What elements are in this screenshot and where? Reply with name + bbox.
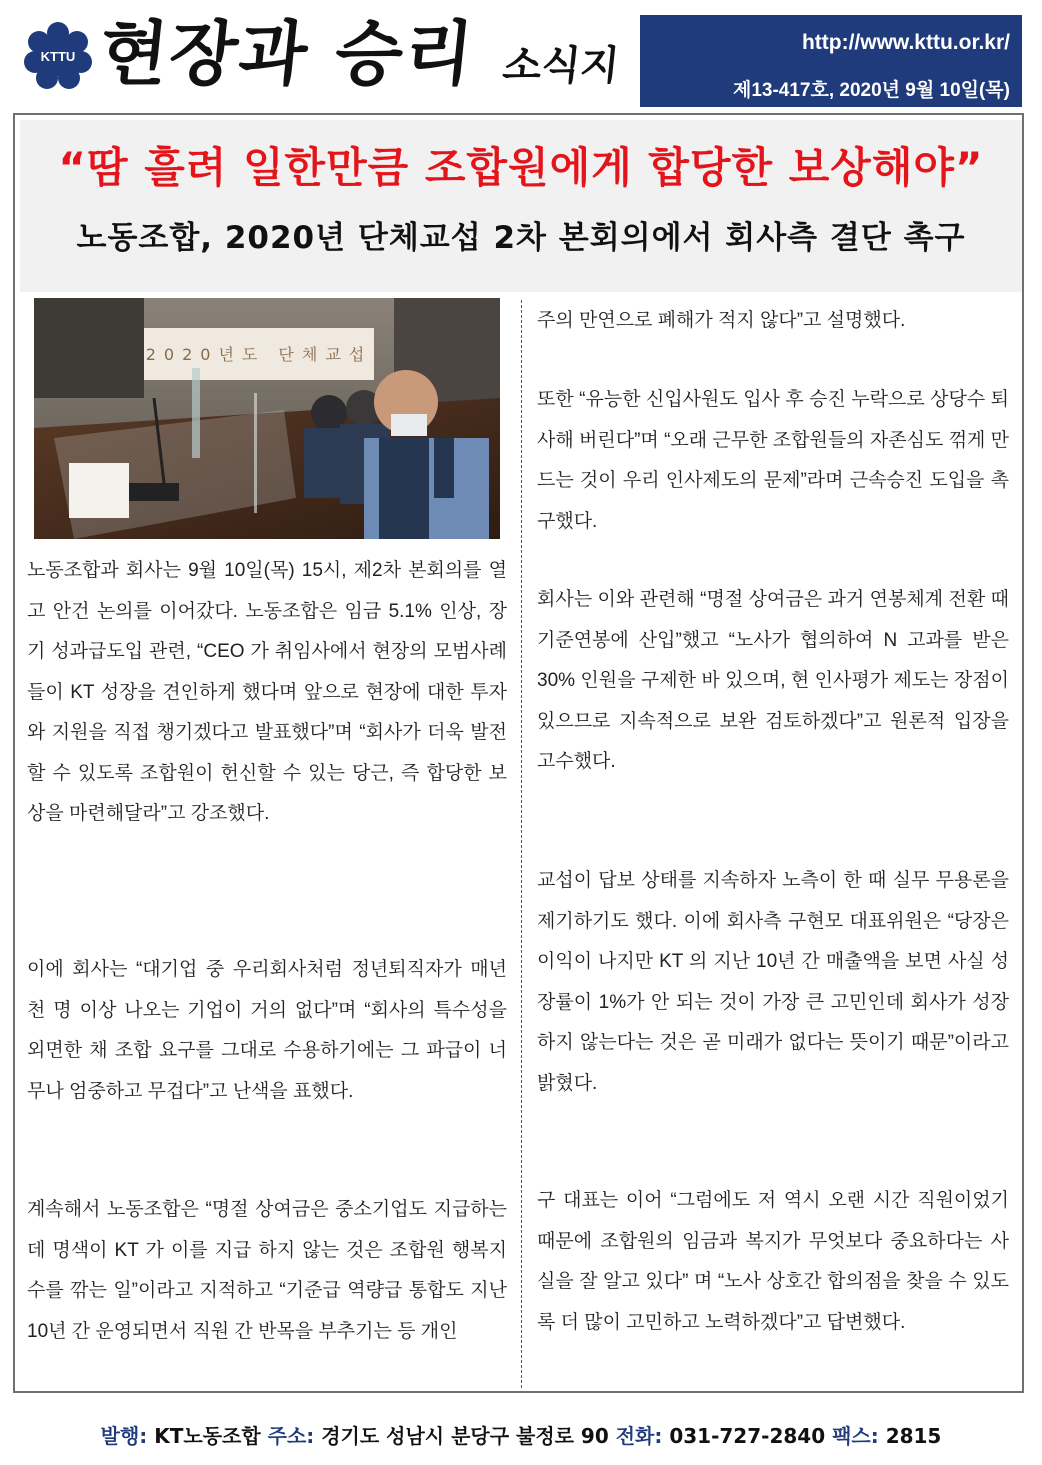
issue-number-date: 제13-417호, 2020년 9월 10일(목): [732, 80, 1010, 101]
logo-text: KTTU: [40, 49, 76, 64]
website-url[interactable]: http://www.kttu.or.kr/: [801, 31, 1010, 54]
phone-value: 031-727-2840: [669, 1424, 826, 1448]
bargaining-meeting-photo: [34, 298, 500, 539]
right-paragraph-1: 주의 만연으로 폐해가 적지 않다”고 설명했다.: [537, 310, 906, 331]
kttu-logo: [24, 22, 92, 90]
newsletter-title: 현장과 승리: [95, 12, 479, 95]
right-paragraph-2: 또한 “유능한 신입사원도 입사 후 승진 누락으로 상당수 퇴사해 버린다”며 “오래 근무한 조합원들의 자존심도 꺾게 만드는 것이 우리 인사제도의 문제”라며 근속승진 도입을 촉구했다.: [537, 389, 1009, 532]
headline: “땀 흘려 일한만큼 조합원에게 합당한 보상해야”: [58, 143, 984, 192]
subheadline: 노동조합, 2020년 단체교섭 2차 본회의에서 회사측 결단 촉구: [76, 220, 966, 256]
address-label: 주소:: [267, 1424, 315, 1448]
left-paragraph-1: 노동조합과 회사는 9월 10일(목) 15시, 제2차 본회의를 열고 안건 논의를 이어갔다. 노동조합은 임금 5.1% 인상, 장기 성과급도입 관련, “CEO 가 취임사에서 현장의 모범사례들이 KT 성장을 견인하게 했다며 앞으로 현장에 대한 투자와 지원을 직접 챙기겠다고 발표했다”며 “회사가 더욱 발전할 수 있도록 조합원이 헌신할 수 있는 당근, 즉 합당한 보상을 마련해달라”고 강조했다.: [27, 560, 507, 824]
newsletter-subtitle: 소식지: [500, 42, 622, 89]
fax-label: 팩스:: [832, 1424, 879, 1448]
right-paragraph-5: 구 대표는 이어 “그럼에도 저 역시 오랜 시간 직원이었기 때문에 조합원의 임금과 복지가 무엇보다 중요하다는 사실을 잘 알고 있다” 며 “노사 상호간 합의점을 찾을 수 있도록 더 많이 고민하고 노력하겠다”고 답변했다.: [537, 1190, 1009, 1333]
fax-value: 2815: [885, 1424, 942, 1448]
masthead-info-box: [640, 15, 1022, 107]
left-paragraph-2: 이에 회사는 “대기업 중 우리회사처럼 정년퇴직자가 매년 천 명 이상 나오는 기업이 거의 없다”며 “회사의 특수성을 외면한 채 조합 요구를 그대로 수용하기에는 그 파급이 너무나 엄중하고 무겁다”고 난색을 표했다.: [27, 959, 507, 1102]
right-paragraph-3: 회사는 이와 관련해 “명절 상여금은 과거 연봉체계 전환 때 기준연봉에 산입”했고 “노사가 협의하여 N 고과를 받은 30% 인원을 구제한 바 있으며, 현 인사평가 제도는 장점이 있으므로 지속적으로 보완 검토하겠다”고 원론적 입장을 고수했다.: [537, 589, 1009, 772]
phone-label: 전화:: [615, 1424, 663, 1448]
publisher-name: KT노동조합: [154, 1424, 261, 1448]
left-paragraph-3: 계속해서 노동조합은 “명절 상여금은 중소기업도 지급하는데 명색이 KT 가 이를 지급 하지 않는 것은 조합원 행복지수를 깎는 일”이라고 지적하고 “기준급 역량급 통합도 지난 10년 간 운영되면서 직원 간 반목을 부추기는 등 개인: [27, 1199, 507, 1342]
masthead: [0, 0, 1042, 110]
publisher-label: 발행:: [100, 1424, 148, 1448]
column-divider: [521, 300, 522, 1388]
meeting-banner-text: 2020년도 단체교섭: [145, 345, 373, 364]
right-paragraph-4: 교섭이 답보 상태를 지속하자 노측이 한 때 실무 무용론을 제기하기도 했다. 이에 회사측 구현모 대표위원은 “당장은 이익이 나지만 KT 의 지난 10년 간 매출액을 보면 사실 성장률이 1%가 안 되는 것이 가장 큰 고민인데 회사가 성장하지 않는다는 것은 곧 미래가 없다는 뜻이기 때문”이라고 밝혔다.: [537, 870, 1009, 1094]
publisher-footer: [0, 1418, 1042, 1454]
address-value: 경기도 성남시 분당구 불정로 90: [321, 1424, 609, 1448]
